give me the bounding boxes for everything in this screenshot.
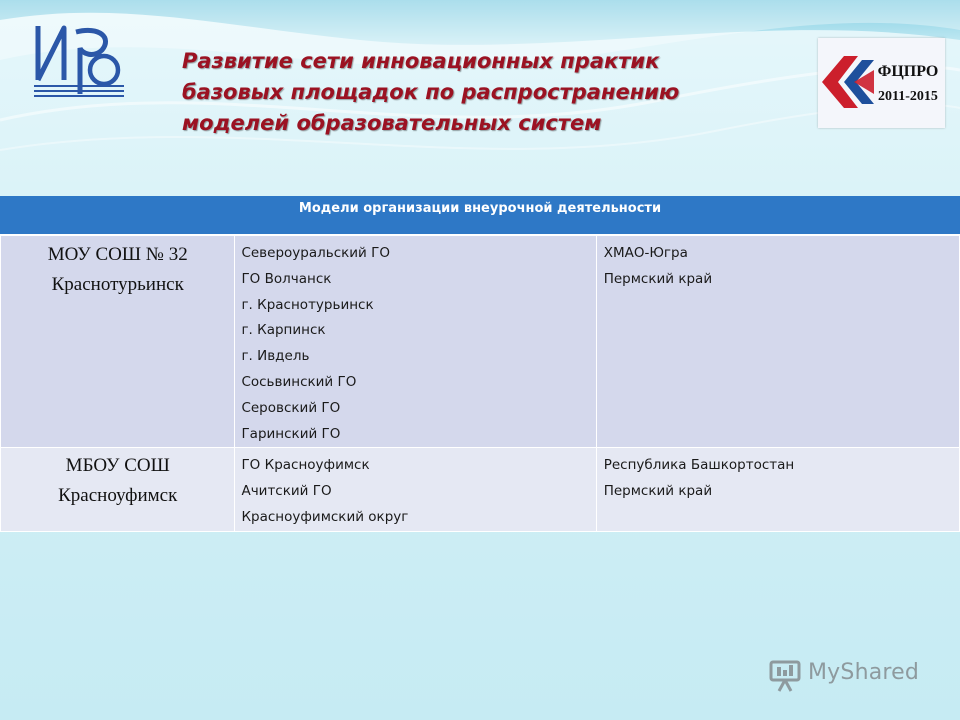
partner-item: ГО Волчанск bbox=[241, 270, 332, 287]
partner-item: г. Ивдель bbox=[241, 348, 310, 365]
school-city: Краснотурьинск bbox=[51, 274, 184, 295]
regions-cell bbox=[596, 236, 959, 448]
presentation-icon bbox=[768, 658, 804, 694]
partner-item: ГО Красноуфимск bbox=[241, 457, 370, 474]
watermark-text: MyShared bbox=[808, 660, 920, 685]
table-header: Модели организации внеурочной деятельности bbox=[0, 196, 960, 235]
fcpro-logo-line1: ФЦПРО bbox=[877, 63, 939, 80]
title-line: моделей образовательных систем bbox=[182, 111, 602, 135]
school-name: МБОУ СОШ bbox=[65, 455, 170, 477]
region-item: Республика Башкортостан bbox=[603, 457, 795, 474]
models-table bbox=[0, 196, 960, 532]
title-line: Развитие сети инновационных практик bbox=[182, 49, 660, 73]
partner-item: Ачитский ГО bbox=[241, 483, 332, 500]
title-line: базовых площадок по распространению bbox=[182, 80, 680, 104]
partner-item: г. Карпинск bbox=[241, 322, 326, 339]
partners-cell bbox=[235, 236, 596, 448]
partner-item: Сосьвинский ГО bbox=[241, 373, 357, 390]
partners-cell bbox=[235, 448, 596, 531]
school-cell bbox=[1, 236, 235, 448]
partner-item: Гаринский ГО bbox=[241, 425, 341, 442]
region-item: ХМАО-Югра bbox=[603, 245, 688, 261]
partner-item: Серовский ГО bbox=[241, 399, 341, 416]
school-cell bbox=[1, 448, 235, 531]
myshared-watermark[interactable] bbox=[768, 656, 938, 696]
partner-item: г. Краснотурьинск bbox=[241, 296, 374, 313]
iro-logo bbox=[30, 18, 126, 100]
fcpro-logo bbox=[818, 38, 945, 128]
region-item: Пермский край bbox=[603, 483, 713, 500]
regions-cell bbox=[596, 448, 959, 531]
partner-item: Североуральский ГО bbox=[241, 245, 390, 261]
slide-title bbox=[182, 46, 782, 139]
table-row bbox=[1, 448, 960, 531]
school-name: МОУ СОШ № 32 bbox=[47, 244, 188, 265]
region-item: Пермский край bbox=[603, 270, 713, 287]
table-row bbox=[1, 236, 960, 448]
fcpro-logo-line2: 2011-2015 bbox=[878, 89, 938, 104]
partner-item: Красноуфимский округ bbox=[241, 508, 409, 525]
school-city: Красноуфимск bbox=[58, 485, 178, 507]
